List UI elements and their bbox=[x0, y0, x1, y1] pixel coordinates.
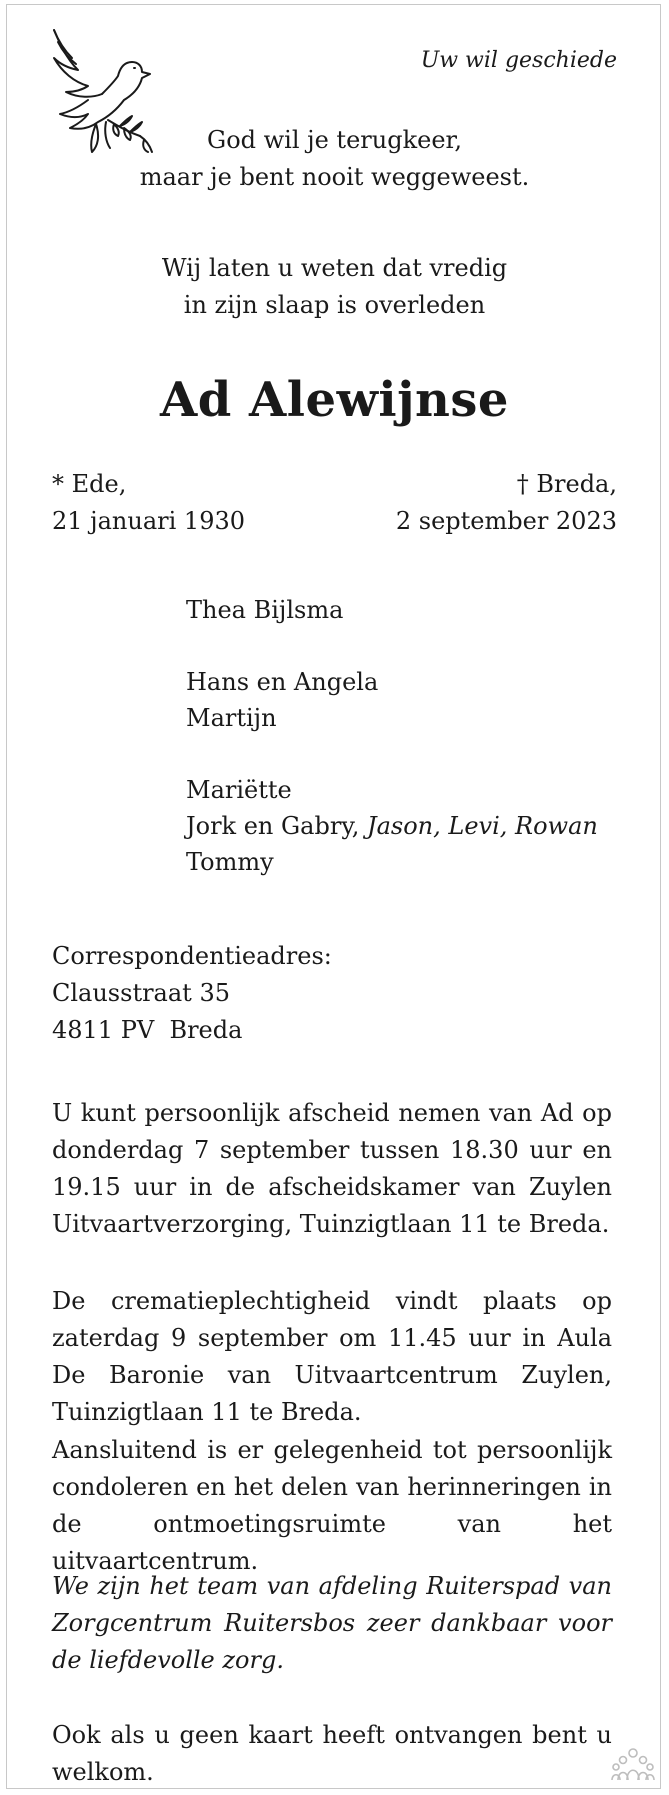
correspondence-address bbox=[52, 938, 332, 1049]
address-street: Clausstraat 35 bbox=[52, 979, 230, 1007]
people-group-logo-icon bbox=[611, 1747, 655, 1783]
family-list bbox=[186, 592, 598, 880]
death-date: 2 september 2023 bbox=[395, 507, 617, 535]
address-city: 4811 PV Breda bbox=[52, 1016, 243, 1044]
birth-place: * Ede, bbox=[52, 470, 127, 498]
thanks-paragraph: We zijn het team van afdeling Ruiterspad van Zorgcentrum Ruitersbos zeer dankbaar voor de liefdevolle zorg. bbox=[52, 1572, 612, 1674]
family-member: Jork en Gabry, bbox=[186, 812, 360, 840]
welcome-paragraph: Ook als u geen kaart heeft ontvangen bent u welkom. bbox=[52, 1721, 612, 1786]
death-place: † Breda, bbox=[516, 470, 617, 498]
intro-text bbox=[0, 250, 669, 324]
death-info bbox=[396, 466, 617, 540]
condolence-paragraph: Aansluitend is er gelegenheid tot persoonlijk condoleren en het delen van herinneringen in de ontmoetingsruimte van het uitvaartcentrum. bbox=[52, 1436, 612, 1575]
ceremony-paragraph: De crematieplechtigheid vindt plaats op zaterdag 9 september om 11.45 uur in Aula De Baronie van Uitvaartcentrum Zuylen, Tuinzigtlaan 11 te Breda. bbox=[52, 1287, 612, 1426]
spouse-name: Thea Bijlsma bbox=[186, 596, 344, 624]
deceased-name: Ad Alewijnse bbox=[160, 372, 509, 428]
correspondence-label: Correspondentieadres: bbox=[52, 942, 332, 970]
family-member: Hans en Angela bbox=[186, 668, 379, 696]
motto: Uw wil geschiede bbox=[420, 48, 617, 73]
great-grandchildren: Jason, Levi, Rowan bbox=[366, 812, 598, 840]
farewell-paragraph: U kunt persoonlijk afscheid nemen van Ad op donderdag 7 september tussen 18.30 uur en 19.15 uur in de afscheidskamer van Zuylen Uitvaartverzorging, Tuinzigtlaan 11 te Breda. bbox=[52, 1099, 612, 1238]
poem-line: God wil je terugkeer, bbox=[207, 126, 462, 154]
family-member: Tommy bbox=[186, 848, 274, 876]
intro-line: in zijn slaap is overleden bbox=[183, 291, 486, 319]
family-member: Martijn bbox=[186, 704, 277, 732]
poem-line: maar je bent nooit weggeweest. bbox=[139, 163, 530, 191]
intro-line: Wij laten u weten dat vredig bbox=[161, 254, 508, 282]
birth-info bbox=[52, 466, 245, 540]
poem bbox=[0, 122, 669, 196]
birth-date: 21 januari 1930 bbox=[52, 507, 245, 535]
family-member-line bbox=[186, 808, 598, 844]
family-member: Mariëtte bbox=[186, 776, 292, 804]
